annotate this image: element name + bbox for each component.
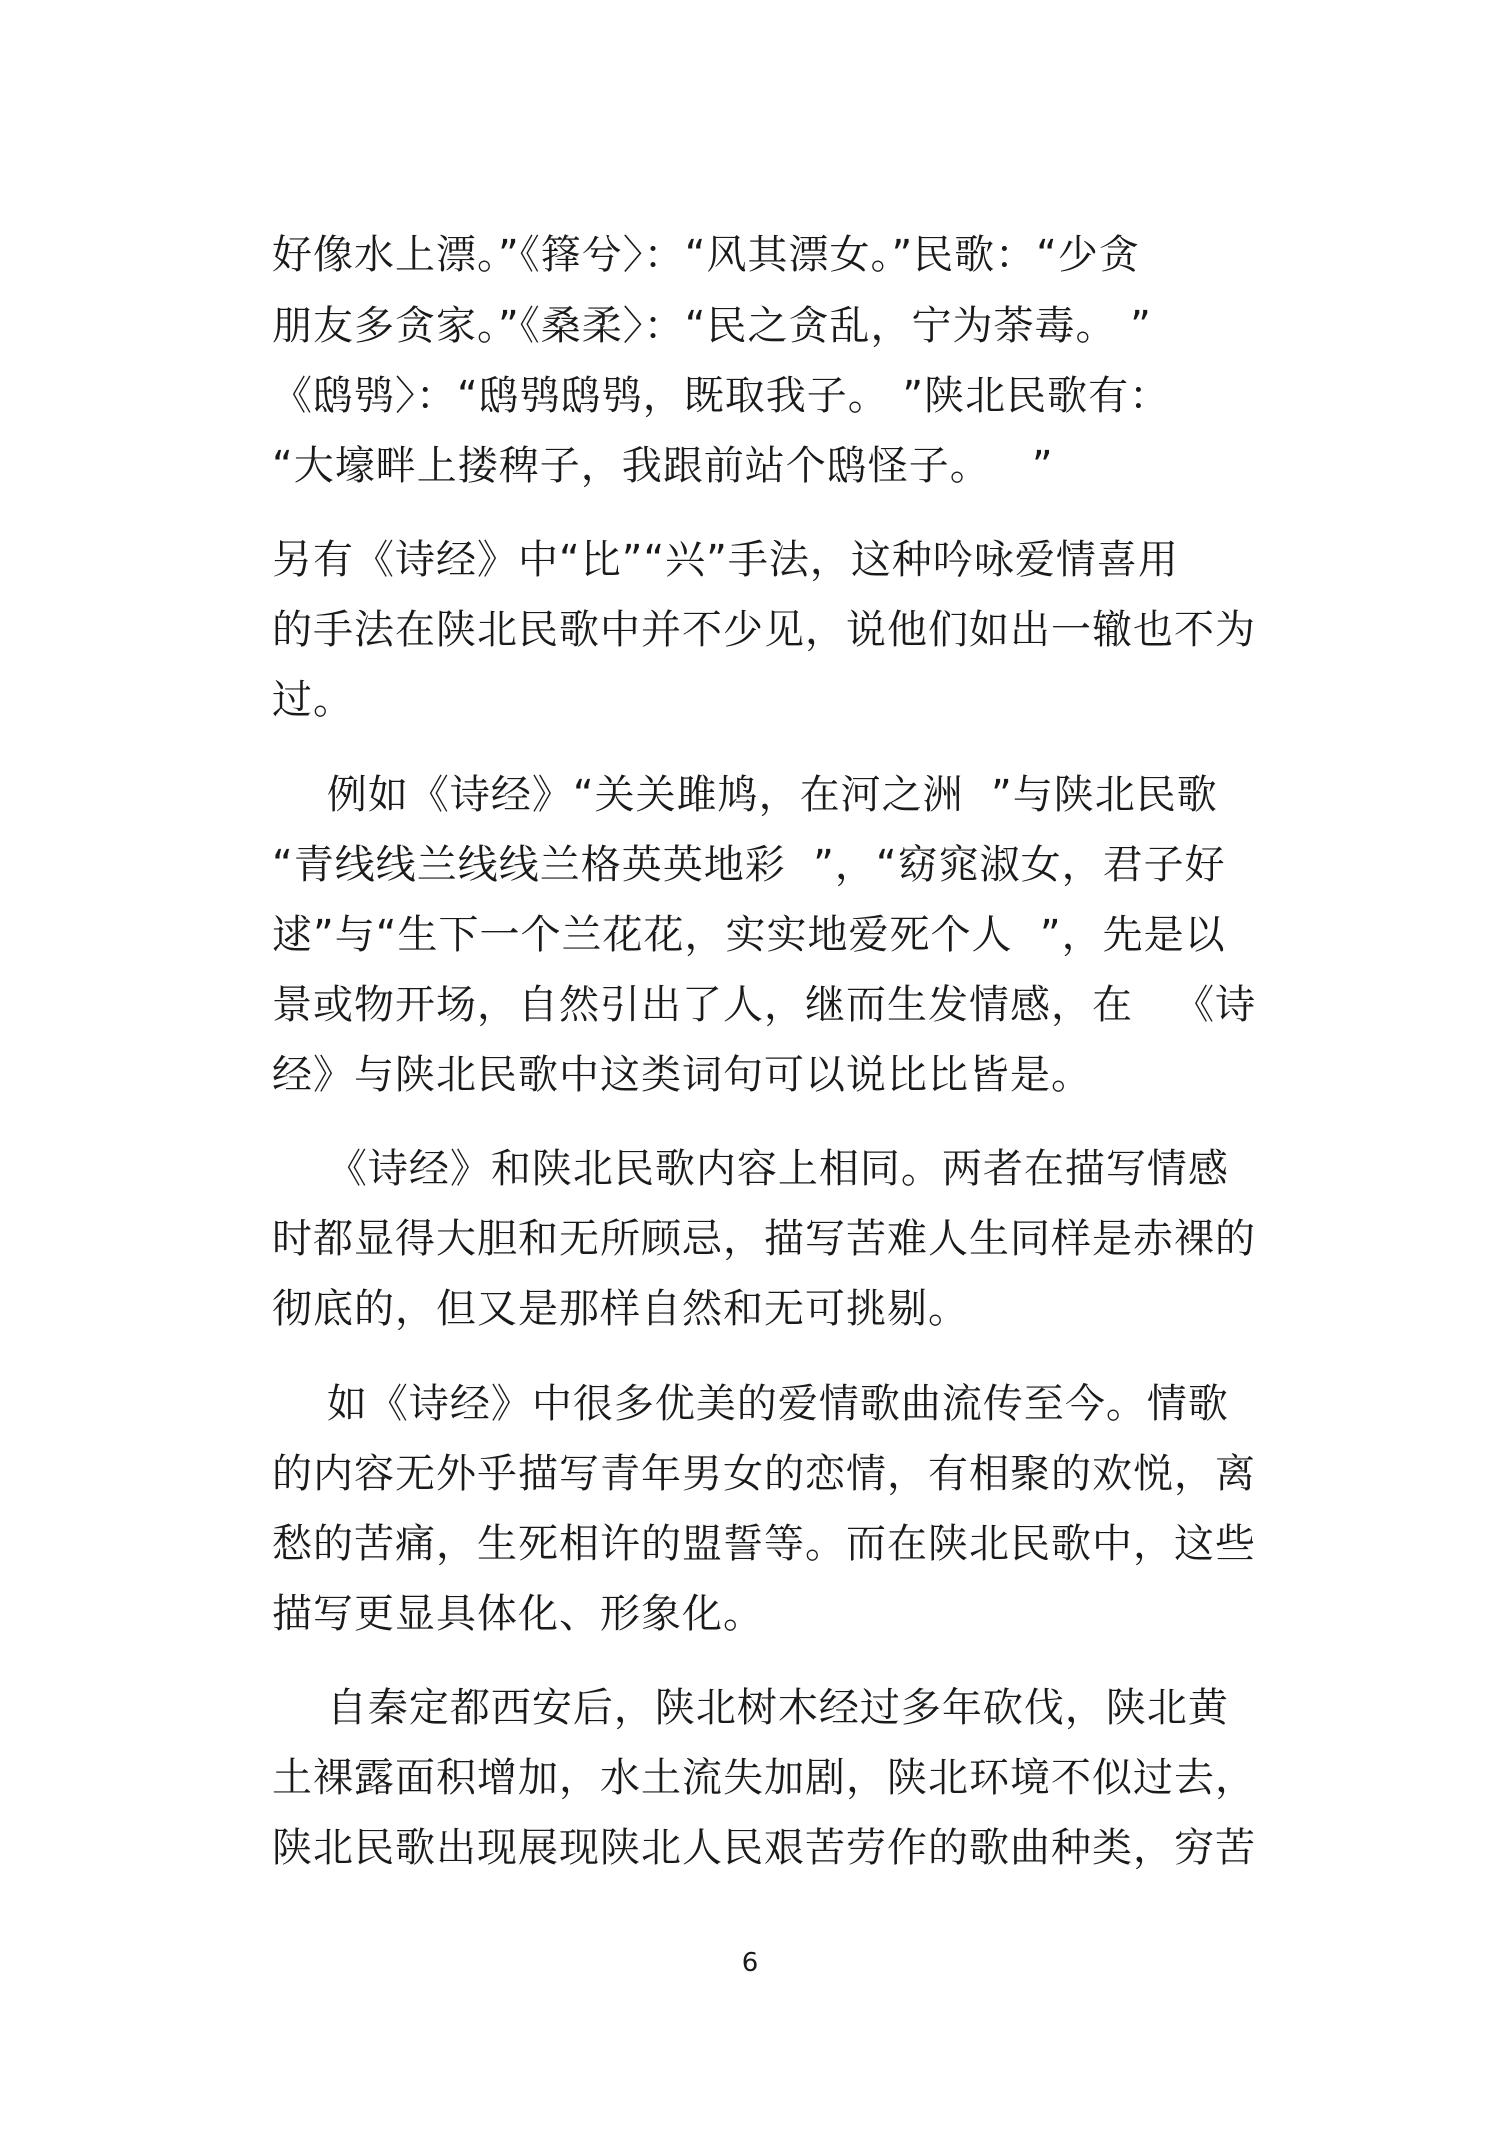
text-line: 逑”与“生下一个兰花花，实实地爱死个人 ”，先是以 [272, 912, 1226, 958]
text-line: “大壕畔上搂稗子，我跟前站个鸱怪子。 ” [272, 443, 1054, 489]
text-line: 愁的苦痛，生死相许的盟誓等。而在陕北民歌中，这些 [272, 1521, 1256, 1567]
text-line: 的手法在陕北民歌中并不少见，说他们如出一辙也不为 [272, 607, 1256, 653]
text-line: 陕北民歌出现展现陕北人民艰苦劳作的歌曲种类，穷苦 [272, 1825, 1256, 1871]
text-line: 如《诗经》中很多优美的爱情歌曲流传至今。情歌 [272, 1381, 1229, 1427]
page-number: 6 [741, 1948, 759, 1978]
text-line: 时都显得大胆和无所顾忌，描写苦难人生同样是赤裸的 [272, 1216, 1256, 1262]
text-line: 《诗经》和陕北民歌内容上相同。两者在描写情感 [272, 1146, 1229, 1192]
text-line: 彻底的，但又是那样自然和无可挑剔。 [272, 1286, 969, 1332]
text-line: 朋友多贪家。”《桑柔〉：“民之贪乱，宁为荼毒。 ” [272, 303, 1152, 349]
text-line: 景或物开场，自然引出了人，继而生发情感，在 《诗 [272, 982, 1257, 1028]
text-line: 的内容无外乎描写青年男女的恋情，有相聚的欢悦，离 [272, 1451, 1256, 1497]
text-line: 自秦定都西安后，陕北树木经过多年砍伐，陕北黄 [272, 1685, 1229, 1731]
text-line: 经》与陕北民歌中这类词句可以说比比皆是。 [272, 1052, 1092, 1098]
text-line: 描写更显具体化、形象化。 [272, 1591, 764, 1637]
text-line: 《鸱鸮〉：“鸱鸮鸱鸮，既取我子。 ”陕北民歌有： [272, 373, 1171, 419]
text-line: 例如《诗经》“关关雎鸠，在河之洲 ”与陕北民歌 [272, 772, 1218, 818]
text-line: “青线线兰线线兰格英英地彩 ”，“窈窕淑女，君子好 [272, 842, 1226, 888]
text-line: 另有《诗经》中“比”“兴”手法，这种吟咏爱情喜用 [272, 537, 1179, 583]
text-line: 过。 [272, 677, 354, 723]
text-line: 好像水上漂。”《箨兮〉：“风其漂女。”民歌：“少贪 [272, 232, 1140, 278]
text-line: 土裸露面积增加，水土流失加剧，陕北环境不似过去， [272, 1755, 1256, 1801]
